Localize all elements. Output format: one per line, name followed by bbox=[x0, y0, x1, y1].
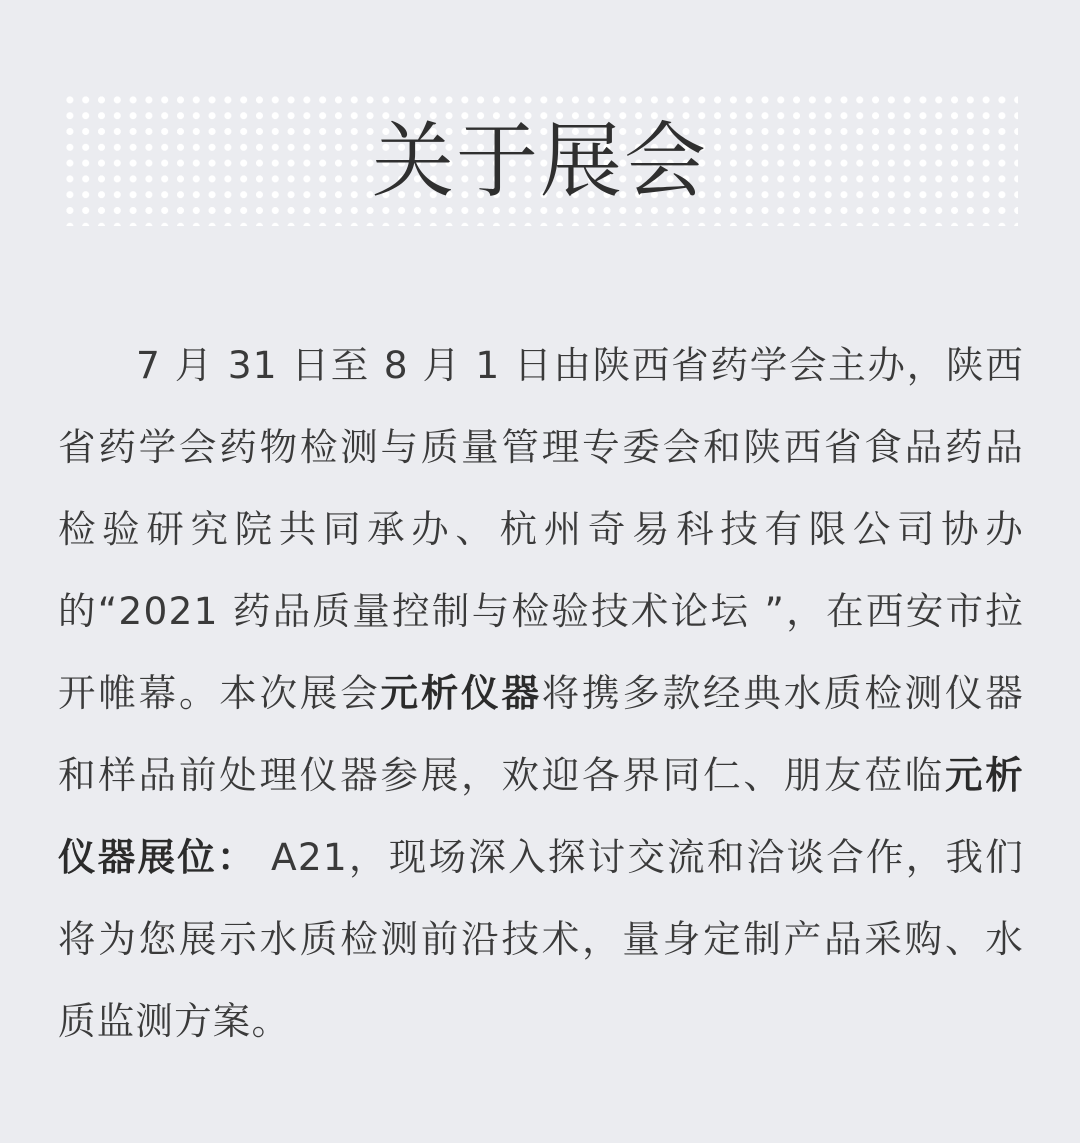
article-paragraph bbox=[58, 324, 1024, 1062]
closing-text: ，现场深入探讨交流和洽谈合作，我们将为您展示水质检测前沿技术，量身定制产品采购、水质监测方案。 bbox=[58, 835, 1024, 1043]
booth-label: 元析仪器展位： bbox=[58, 753, 1024, 879]
booth-number: A21 bbox=[256, 835, 348, 879]
middle-text: 将携多款经典水质检测仪器和样品前处理仪器参展，欢迎各界同仁、朋友莅临 bbox=[58, 671, 1024, 797]
intro-text: 7 月 31 日至 8 月 1 日由陕西省药学会主办，陕西省药学会药物检测与质量管理专委会和陕西省食品药品检验研究院共同承办、杭州奇易科技有限公司协办的“2021 药品质量控制与检验技术论坛 ”，在西安市拉开帷幕。本次展会 bbox=[58, 343, 1024, 715]
company-name: 元析仪器 bbox=[380, 671, 542, 715]
page-title: 关于展会 bbox=[371, 114, 708, 209]
